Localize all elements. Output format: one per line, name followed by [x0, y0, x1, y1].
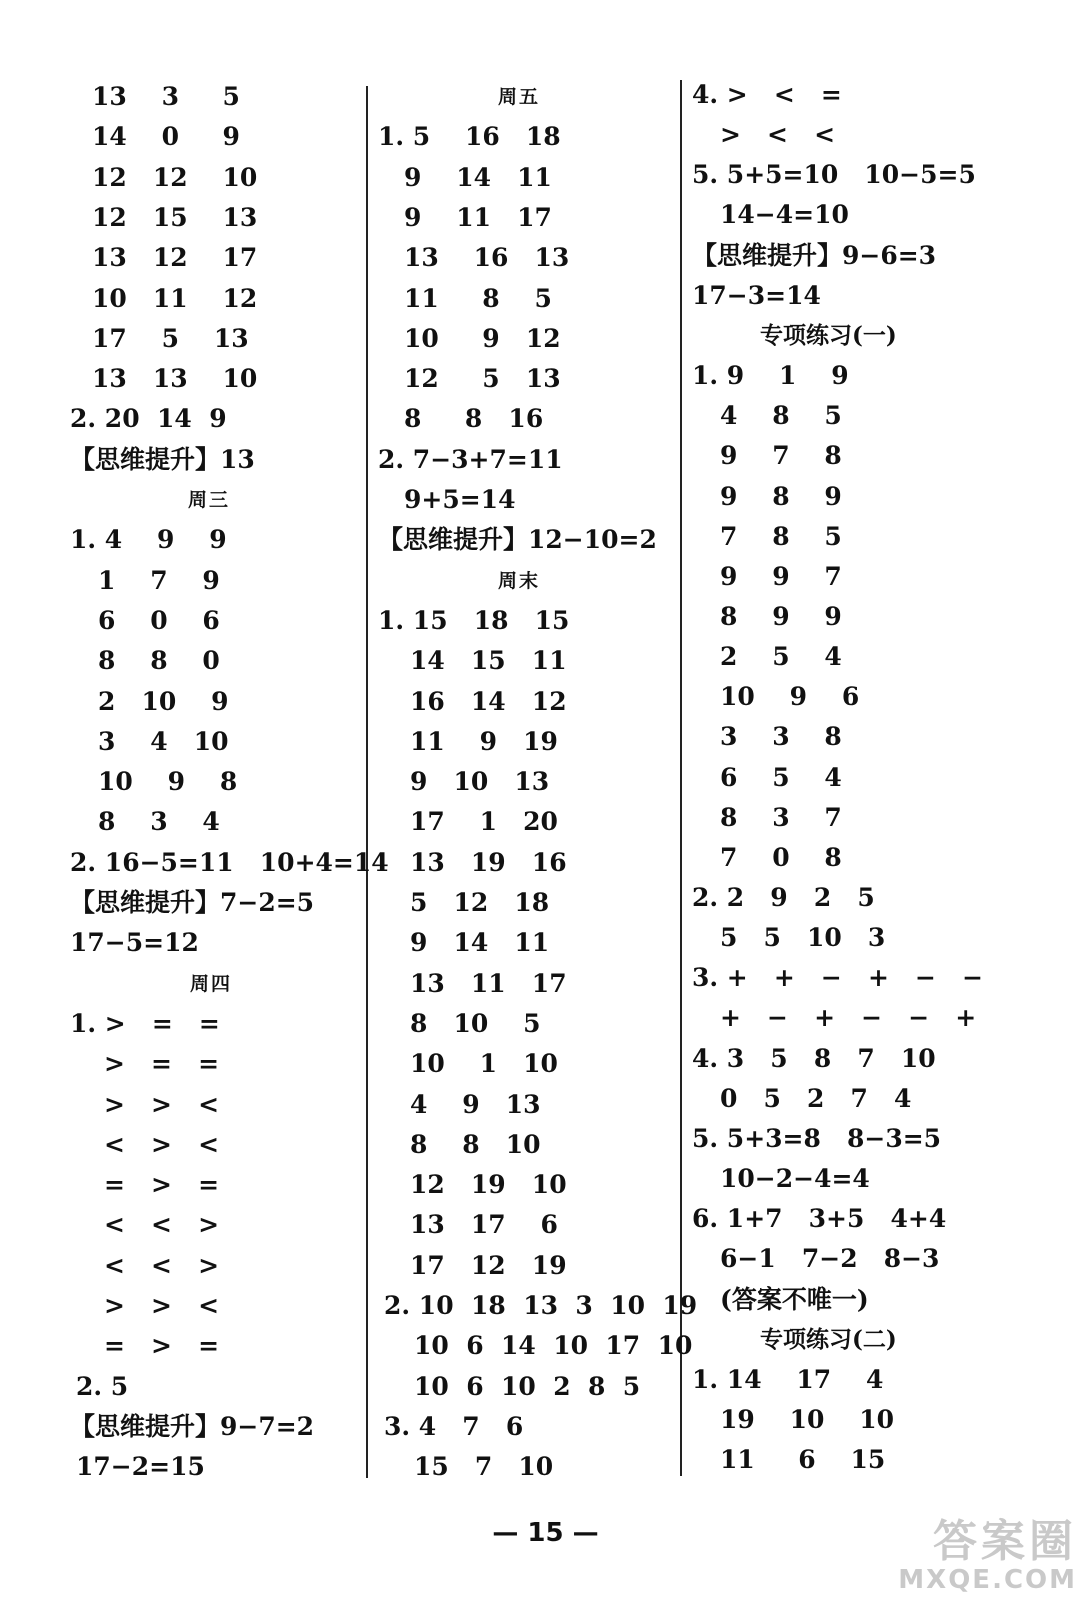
answer-line: 2. 5	[76, 1371, 129, 1401]
answer-line: 11 9 19	[410, 726, 558, 756]
answer-line: 9 11 17	[404, 202, 552, 232]
answer-line: 5 12 18	[410, 888, 550, 917]
answer-line: 1. 4 9 9	[70, 525, 227, 555]
answer-line: < > <	[104, 1129, 220, 1159]
answer-line: 17−2=15	[76, 1452, 205, 1482]
answer-line: 9 10 13	[410, 767, 550, 797]
answer-line: 10−2−4=4	[720, 1164, 870, 1194]
column-divider-right	[680, 80, 682, 1476]
answer-line: 8 3 4	[98, 807, 220, 837]
answer-line: 【思维提升】7−2=5	[70, 888, 315, 917]
answer-line: 9 9 7	[720, 561, 842, 591]
section-heading: 专项练习(一)	[760, 321, 897, 349]
answer-line: 16 14 12	[410, 686, 567, 716]
answer-line: 4. > < =	[692, 80, 842, 109]
answer-line: 10 9 6	[720, 682, 860, 712]
answer-line: 8 8 16	[404, 404, 544, 434]
answer-line: 10 6 14 10 17 10	[414, 1331, 693, 1361]
answer-line: 9 8 9	[720, 481, 842, 511]
answer-line: 13 19 16	[410, 847, 567, 877]
answer-line: 【思维提升】12−10=2	[378, 525, 657, 555]
answer-line: 2. 7−3+7=11	[378, 444, 563, 474]
answer-line: 9 7 8	[720, 441, 842, 471]
answer-line: = > =	[104, 1170, 220, 1200]
answer-line: 3. 4 7 6	[384, 1411, 524, 1441]
section-heading: 周四	[190, 972, 233, 995]
answer-line: 13 13 10	[92, 364, 258, 394]
section-heading: 周末	[498, 569, 541, 592]
answer-line: 8 8 0	[98, 646, 220, 676]
answer-line: > > <	[104, 1291, 220, 1320]
answer-line: 8 10 5	[410, 1008, 541, 1038]
answer-line: 11 6 15	[720, 1445, 886, 1475]
answer-line: 2 10 9	[98, 686, 229, 716]
answer-line: 9+5=14	[404, 485, 516, 514]
answer-line: 17 1 20	[410, 807, 558, 837]
answer-line: 8 9 9	[720, 601, 842, 631]
answer-line: 10 6 10 2 8 5	[414, 1371, 641, 1401]
answer-line: 12 5 13	[404, 364, 561, 394]
answer-line: 1. 9 1 9	[692, 361, 849, 391]
answer-line: 12 15 13	[92, 202, 258, 232]
answer-line: = > =	[104, 1331, 220, 1361]
answer-line: 1 7 9	[98, 565, 220, 595]
answer-line: 5. 5+3=8 8−3=5	[692, 1123, 942, 1153]
answer-line: 3. + + − + − −	[692, 963, 984, 993]
answer-line: 1. 15 18 15	[378, 605, 570, 635]
answer-line: < < >	[104, 1250, 220, 1280]
answer-line: 5 5 10 3	[720, 923, 886, 953]
answer-line: 2 5 4	[720, 642, 842, 672]
answer-line: 2. 20 14 9	[70, 404, 227, 434]
answer-line: 1. 5 16 18	[378, 122, 561, 152]
answer-line: 6 0 6	[98, 605, 220, 635]
answer-line: 6−1 7−2 8−3	[720, 1244, 940, 1274]
watermark-logo	[898, 1518, 1077, 1594]
answer-line: 17−5=12	[70, 928, 199, 958]
answer-line: 【思维提升】13	[70, 444, 255, 474]
section-heading: 周三	[188, 489, 231, 511]
answer-line: 19 10 10	[720, 1404, 894, 1434]
answer-line: 4 8 5	[720, 401, 842, 431]
answer-line: 2. 10 18 13 3 10 19	[384, 1291, 698, 1320]
answer-line: 13 11 17	[410, 968, 567, 998]
answer-line: 3 3 8	[720, 722, 842, 752]
answer-line: + − + − − +	[720, 1003, 977, 1033]
answer-line: 12 19 10	[410, 1170, 567, 1200]
answer-line: 13 17 6	[410, 1210, 558, 1240]
answer-line: 13 16 13	[404, 243, 570, 273]
watermark-text-en: MXQE.COM	[898, 1565, 1077, 1595]
answer-line: > > <	[104, 1089, 220, 1119]
column-divider-left	[366, 86, 368, 1478]
answer-line: 9 14 11	[404, 162, 552, 192]
answer-line: 4 9 13	[410, 1089, 541, 1119]
answer-line: 17 5 13	[92, 323, 249, 353]
answer-line: 9 14 11	[410, 928, 550, 958]
answer-line: 【思维提升】9−6=3	[692, 240, 937, 270]
answer-line: 0 5 2 7 4	[720, 1083, 912, 1113]
answer-line: 14 0 9	[92, 122, 240, 152]
answer-line: 1. > = =	[70, 1008, 220, 1038]
answer-line: 10 9 12	[404, 323, 561, 353]
answer-line: 6 5 4	[720, 762, 842, 792]
answer-line: 11 8 5	[404, 283, 552, 313]
answer-line: 2. 2 9 2 5	[692, 883, 875, 912]
answer-line: 17 12 19	[410, 1250, 567, 1280]
answer-line: 7 8 5	[720, 521, 842, 551]
answer-line: 7 0 8	[720, 842, 842, 872]
answer-line: 8 8 10	[410, 1129, 541, 1159]
answer-line: 4. 3 5 8 7 10	[692, 1043, 936, 1073]
answer-line: (答案不唯一)	[720, 1284, 869, 1314]
answer-line: 17−3=14	[692, 280, 821, 310]
answer-line: 12 12 10	[92, 162, 258, 192]
answer-line: 6. 1+7 3+5 4+4	[692, 1204, 947, 1234]
section-heading: 专项练习(二)	[760, 1325, 897, 1353]
answer-line: 1. 14 17 4	[692, 1364, 884, 1394]
answer-line: 14−4=10	[720, 200, 849, 230]
answer-line: 10 1 10	[410, 1049, 558, 1079]
answer-line: 5. 5+5=10 10−5=5	[692, 160, 976, 190]
answer-line: 2. 16−5=11 10+4=14	[70, 847, 389, 877]
answer-line: 10 11 12	[92, 283, 258, 313]
answer-line: 8 3 7	[720, 802, 842, 832]
answer-line: < < >	[104, 1210, 220, 1240]
answer-line: 13 12 17	[92, 243, 258, 273]
answer-line: 10 9 8	[98, 767, 238, 797]
answer-line: 14 15 11	[410, 646, 567, 676]
answer-line: > = =	[104, 1049, 220, 1079]
answer-line: 3 4 10	[98, 726, 229, 756]
page-number: — 15 —	[492, 1518, 599, 1548]
watermark-text-cn: 答案圈	[933, 1516, 1077, 1567]
section-heading: 周五	[498, 86, 541, 108]
answer-line: 15 7 10	[414, 1452, 554, 1482]
answer-line: > < <	[720, 120, 836, 150]
answer-line: 13 3 5	[92, 82, 240, 111]
answer-line: 【思维提升】9−7=2	[70, 1411, 315, 1441]
